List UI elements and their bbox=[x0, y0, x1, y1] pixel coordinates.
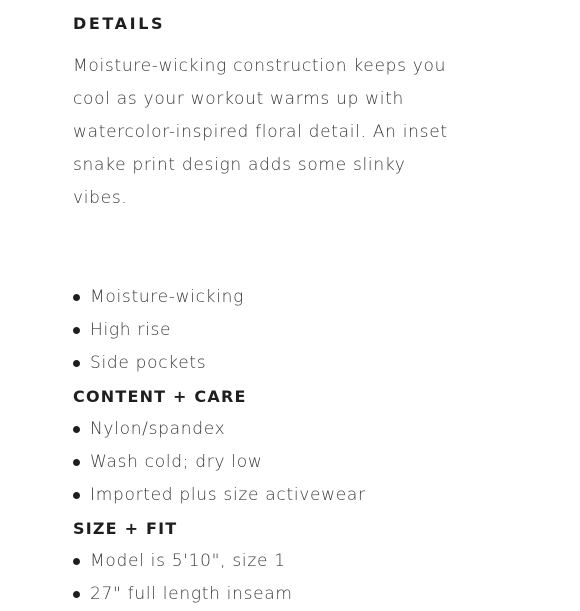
list-item bbox=[73, 578, 543, 611]
content-care-heading: CONTENT + CARE bbox=[73, 387, 247, 406]
list-item bbox=[73, 281, 543, 314]
list-item bbox=[73, 446, 543, 479]
fit-label: 27" full length inseam bbox=[90, 584, 293, 604]
feature-label: High rise bbox=[90, 320, 172, 340]
care-label: Nylon/spandex bbox=[90, 419, 226, 439]
list-item bbox=[73, 479, 543, 512]
bullet-icon bbox=[73, 591, 80, 598]
feature-label: Moisture-wicking bbox=[90, 287, 245, 307]
list-item bbox=[73, 314, 543, 347]
spacer bbox=[73, 215, 543, 281]
list-item bbox=[73, 545, 543, 578]
bullet-icon bbox=[73, 360, 80, 367]
care-label: Imported plus size activewear bbox=[90, 485, 366, 505]
bullet-icon bbox=[73, 459, 80, 466]
content-care-list bbox=[73, 413, 543, 512]
product-details-panel bbox=[73, 14, 543, 611]
feature-label: Side pockets bbox=[90, 353, 207, 373]
size-fit-heading: SIZE + FIT bbox=[73, 519, 178, 538]
size-fit-list bbox=[73, 545, 543, 611]
bullet-icon bbox=[73, 492, 80, 499]
list-item bbox=[73, 413, 543, 446]
bullet-icon bbox=[73, 426, 80, 433]
bullet-icon bbox=[73, 294, 80, 301]
details-heading: DETAILS bbox=[73, 14, 166, 33]
product-description: Moisture-wicking construction keeps you cool as your workout warms up with watercolor-inspired floral detail. An inset snake print design adds some slinky vibes. bbox=[73, 56, 448, 208]
bullet-icon bbox=[73, 558, 80, 565]
bullet-icon bbox=[73, 327, 80, 334]
fit-label: Model is 5'10", size 1 bbox=[90, 551, 286, 571]
care-label: Wash cold; dry low bbox=[90, 452, 263, 472]
features-list bbox=[73, 281, 543, 380]
list-item bbox=[73, 347, 543, 380]
